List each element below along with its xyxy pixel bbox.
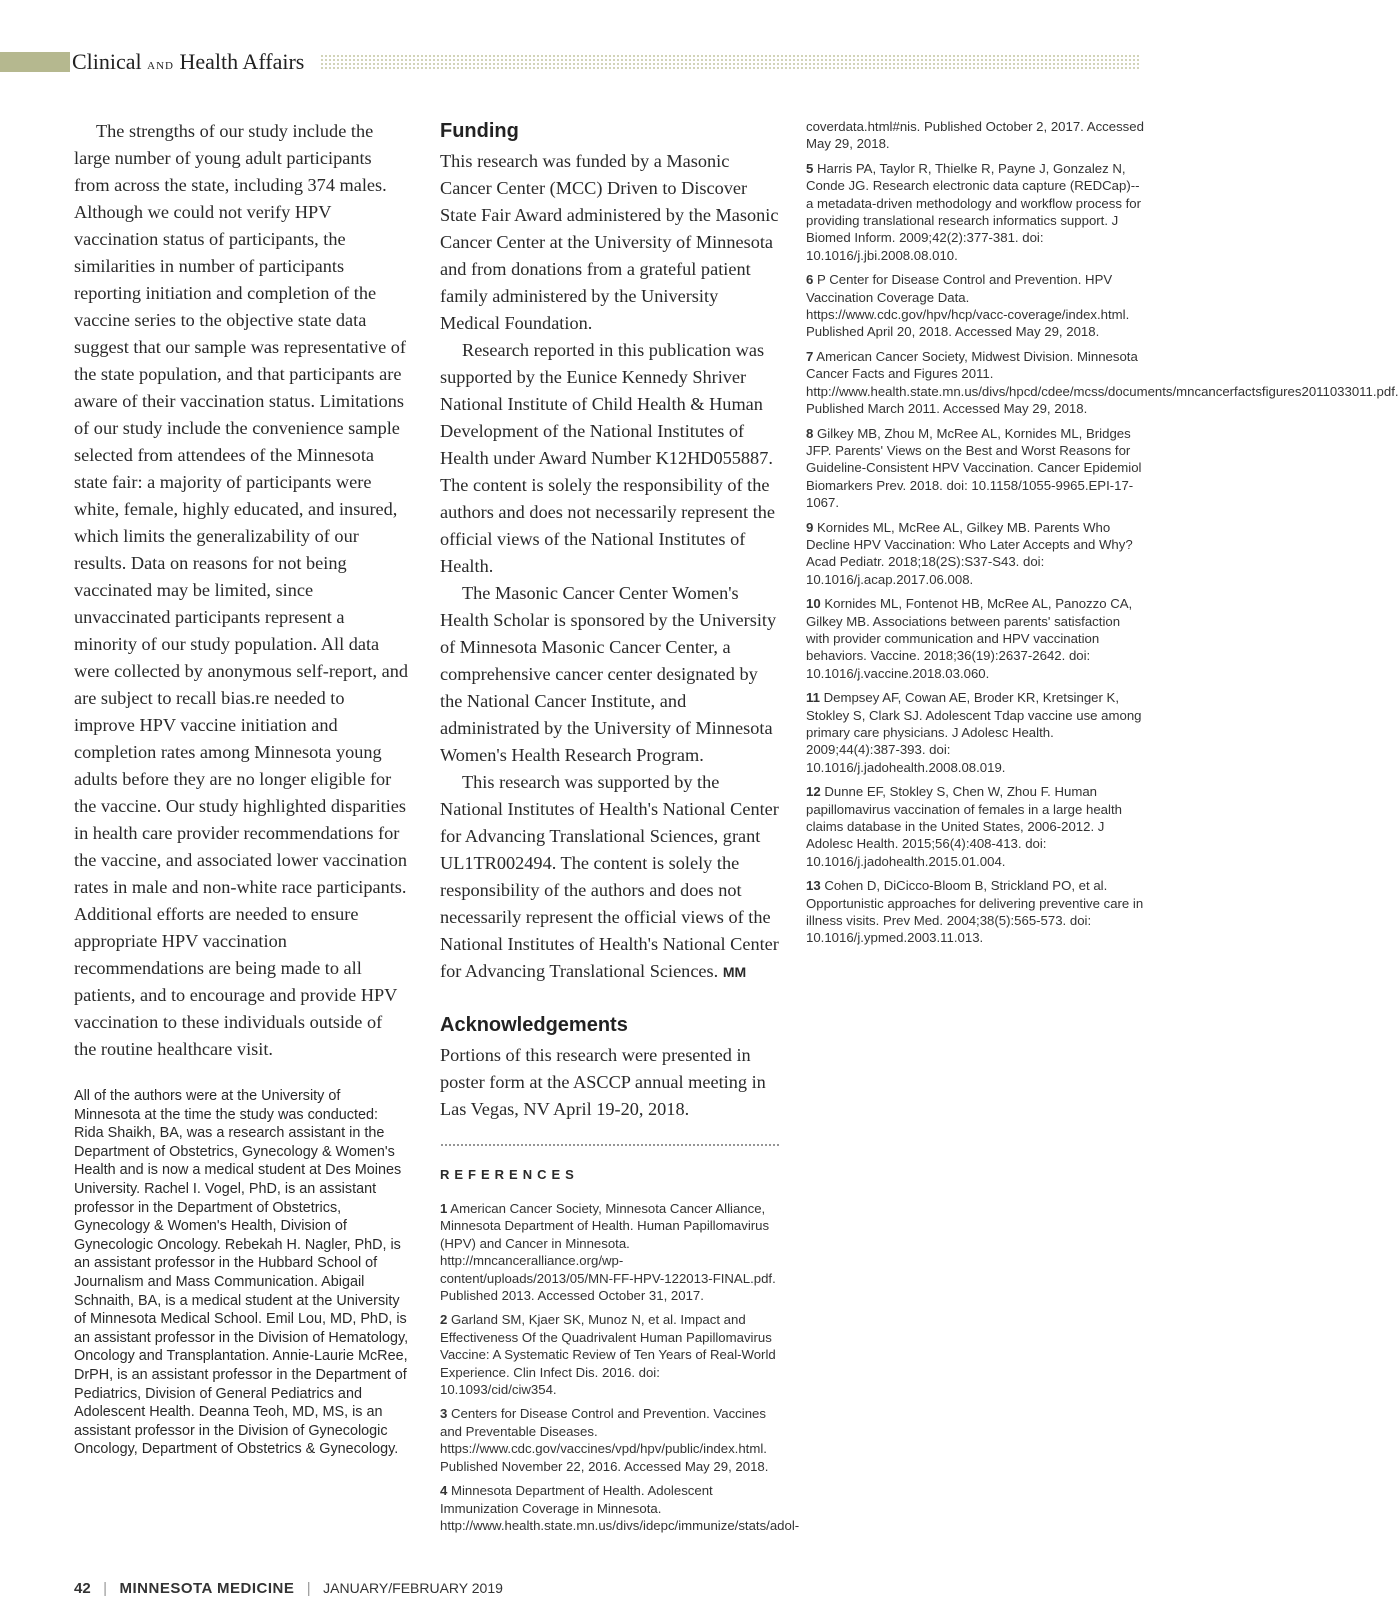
footer-separator: | (306, 1580, 311, 1597)
reference-number: 13 (806, 878, 821, 894)
reference-text: Garland SM, Kjaer SK, Munoz N, et al. Impact and Effectiveness Of the Quadrivalent Human Papillomavirus Vaccine: A Systematic Review of Ten Years of Real-World Experience. Clin Infect Dis. 2016. doi: 10.1093/cid/ciw354. (440, 1312, 776, 1398)
references-heading: REFERENCES (440, 1167, 579, 1182)
reference-text: Kornides ML, McRee AL, Gilkey MB. Parents Who Decline HPV Vaccination: Who Later Accepts and Why? Acad Pediatr. 2018;18(2S):S37-S43. doi: 10.1016/j.acap.2017.06.008. (806, 519, 1133, 587)
page-number: 42 (74, 1580, 91, 1597)
reference-item (806, 160, 1146, 264)
reference-text: Minnesota Department of Health. Adolescent Immunization Coverage in Minnesota. http://www.health.state.mn.us/divs/idepc/immunize/stats/adol- (440, 1483, 800, 1533)
reference-text: Dempsey AF, Cowan AE, Broder KR, Kretsinger K, Stokley S, Clark SJ. Adolescent Tdap vaccine use among primary care physicians. J Adolesc Health. 2009;44(4):387-393. doi: 10.1016/j.jadohealth.2008.08.019. (806, 690, 1142, 775)
reference-item (440, 1311, 780, 1398)
reference-number: 2 (440, 1312, 448, 1328)
reference-item (806, 425, 1146, 512)
reference-item (806, 689, 1146, 776)
page-footer (74, 1580, 503, 1598)
reference-number: 6 (806, 272, 814, 288)
reference-text: Gilkey MB, Zhou M, McRee AL, Kornides ML, Bridges JFP. Parents' Views on the Best and Worst Reasons for Guideline-Consistent HPV Vaccination. Cancer Epidemiol Biomarkers Prev. 2018. doi: 10.1158/1055-9965.EPI-17-1067. (806, 425, 1142, 511)
reference-number: 10 (806, 596, 821, 612)
reference-text: Harris PA, Taylor R, Thielke R, Payne J, Gonzalez N, Conde JG. Research electronic data capture (REDCap)--a metadata-driven methodology and workflow process for providing translational research informatics support. J Biomed Inform. 2009;42(2):377-381. doi: 10.1016/j.jbi.2008.08.010. (806, 160, 1141, 263)
reference-text: P Center for Disease Control and Prevention. HPV Vaccination Coverage Data. https://www.cdc.gov/hpv/hcp/vacc-coverage/index.html. Published April 20, 2018. Accessed May 29, 2018. (806, 272, 1130, 340)
section-title-and: AND (147, 60, 174, 72)
reference-item (806, 783, 1146, 870)
reference-number: 9 (806, 519, 814, 535)
author-affiliations: All of the authors were at the University of Minnesota at the time the study was conducted: Rida Shaikh, BA, was a research assistant in the Department of Obstetrics, Gynecology & Women's Health and is now a medical student at Des Moines University. Rachel I. Vogel, PhD, is an assistant professor in the Department of Obstetrics, Gynecology & Women's Health, Division of Gynecologic Oncology. Rebekah H. Nagler, PhD, is an assistant professor in the Hubbard School of Journalism and Mass Communication. Abigail Schnaith, BA, is a medical student at the University of Minnesota Medical School. Emil Lou, MD, PhD, is an assistant professor in the Division of Hematology, Oncology and Transplantation. Annie-Laurie McRee, DrPH, is an assistant professor in the Department of Pediatrics, Division of General Pediatrics and Adolescent Health. Deanna Teoh, MD, MS, is an assistant professor in the Division of Gynecologic Oncology, Department of Obstetrics & Gynecology. (74, 1088, 409, 1458)
reference-number: 11 (806, 690, 820, 706)
reference-number: 8 (806, 425, 814, 441)
section-title (72, 48, 304, 80)
acknowledgements-heading: Acknowledgements (440, 1014, 628, 1036)
section-title-part1: Clinical (72, 49, 142, 74)
reference-item (806, 595, 1146, 682)
reference-number: 3 (440, 1406, 448, 1422)
reference-item (806, 877, 1146, 947)
reference-item (806, 519, 1146, 589)
reference-text: Kornides ML, Fontenot HB, McRee AL, Panozzo CA, Gilkey MB. Associations between parents' satisfaction with provider communication and HPV vaccination behaviors. Vaccine. 2018;36(19):2637-2642. doi: 10.1016/j.vaccine.2018.03.060. (806, 596, 1133, 681)
reference-number: 4 (440, 1483, 448, 1499)
strengths-paragraph: The strengths of our study include the large number of young adult participants from across the state, including 374 males. Although we could not verify HPV vaccination status of participants, the similarities in number of participants reporting initiation and completion of the vaccine series to the objective state data suggest that our sample was representative of the state population, and that participants are aware of their vaccination status. Limitations of our study include the convenience sample selected from attendees of the Minnesota state fair: a majority of participants were white, female, highly educated, and insured, which limits the generalizability of our results. Data on reasons for not being vaccinated may be limited, since unvaccinated participants represent a minority of our study population. All data were collected by anonymous self-report, and are subject to recall bias.re needed to improve HPV vaccine initiation and completion rates among Minnesota young adults before they are no longer eligible for the vaccine. Our study highlighted disparities in health care provider recommendations for the vaccine, and associated lower vaccination rates in male and non-white race participants. Additional efforts are needed to ensure appropriate HPV vaccination recommendations are being made to all patients, and to encourage and provide HPV vaccination to these individuals outside of the routine healthcare visit. (74, 121, 409, 1059)
funding-paragraph-3: The Masonic Cancer Center Women's Health Scholar is sponsored by the University of Minnesota Masonic Cancer Center, a comprehensive cancer center designated by the National Cancer Institute, and administrated by the University of Minnesota Women's Health Research Program. (440, 583, 777, 765)
footer-separator: | (103, 1580, 108, 1597)
references-list-middle (440, 1200, 800, 1534)
reference-text: American Cancer Society, Minnesota Cancer Alliance, Minnesota Department of Health. Human Papillomavirus (HPV) and Cancer in Minnesota. http://mncanceralliance.org/wp-content/uploads/2013/05/MN-FF-HPV-122013-FINAL.pdf. Published 2013. Accessed October 31, 2017. (440, 1201, 776, 1304)
reference-number: 12 (806, 784, 821, 800)
header-color-bar (0, 52, 70, 72)
reference-item (806, 348, 1399, 418)
column-middle (440, 118, 800, 1541)
funding-paragraph-4-text: This research was supported by the National Institutes of Health's National Center for Advancing Translational Sciences, grant UL1TR002494. The content is solely the responsibility of the authors and does not necessarily represent the official views of the National Institutes of Health's National Center for Advancing Translational Sciences. (440, 772, 779, 981)
reference-text: Centers for Disease Control and Prevention. Vaccines and Preventable Diseases. https://www.cdc.gov/vaccines/vpd/hpv/public/index.html. Published November 22, 2016. Accessed May 29, 2018. (440, 1406, 769, 1474)
reference-continuation: coverdata.html#nis. Published October 2, 2017. Accessed May 29, 2018. (806, 119, 1144, 152)
section-title-part2: Health Affairs (179, 49, 305, 74)
issue-date: JANUARY/FEBRUARY 2019 (323, 1580, 503, 1596)
reference-item (806, 271, 1146, 341)
funding-paragraph-4 (440, 769, 780, 986)
reference-number: 5 (806, 160, 814, 176)
funding-paragraph-2: Research reported in this publication was supported by the Eunice Kennedy Shriver National Institute of Child Health & Human Development of the National Institutes of Health under Award Number K12HD055887. The content is solely the responsibility of the authors and does not necessarily represent the official views of the National Institutes of Health. (440, 340, 776, 576)
reference-text: Dunne EF, Stokley S, Chen W, Zhou F. Human papillomavirus vaccination of females in a large health claims database in the United States, 2006-2012. J Adolesc Health. 2015;56(4):408-413. doi: 10.1016/j.jadohealth.2015.01.004. (806, 784, 1122, 869)
acknowledgements-text: Portions of this research were presented in poster form at the ASCCP annual meeting in Las Vegas, NV April 19-20, 2018. (440, 1045, 766, 1119)
column-right (806, 118, 1399, 954)
reference-item (440, 1482, 800, 1534)
funding-heading: Funding (440, 120, 519, 142)
end-mark: MM (722, 964, 747, 980)
dotted-divider (440, 1143, 780, 1147)
reference-number: 1 (440, 1201, 448, 1216)
reference-item (440, 1200, 780, 1304)
reference-text: American Cancer Society, Midwest Division. Minnesota Cancer Facts and Figures 2011. http://www.health.state.mn.us/divs/hpcd/cdee/mcss/documents/mncancerfactsfigures2011033011.pdf. Published March 2011. Accessed May 29, 2018. (806, 348, 1399, 417)
column-left (74, 118, 409, 1459)
reference-item (440, 1405, 780, 1475)
header-dot-pattern (320, 54, 1140, 70)
reference-number: 7 (806, 348, 814, 364)
funding-paragraph-1: This research was funded by a Masonic Cancer Center (MCC) Driven to Discover State Fair Award administered by the Masonic Cancer Center at the University of Minnesota and from donations from a grateful patient family administered by the University Medical Foundation. (440, 151, 779, 333)
reference-text: Cohen D, DiCicco-Bloom B, Strickland PO, et al. Opportunistic approaches for delivering preventive care in illness visits. Prev Med. 2004;38(5):565-573. doi: 10.1016/j.ypmed.2003.11.013. (806, 878, 1144, 946)
section-header (0, 48, 1140, 76)
journal-name: MINNESOTA MEDICINE (119, 1580, 295, 1597)
